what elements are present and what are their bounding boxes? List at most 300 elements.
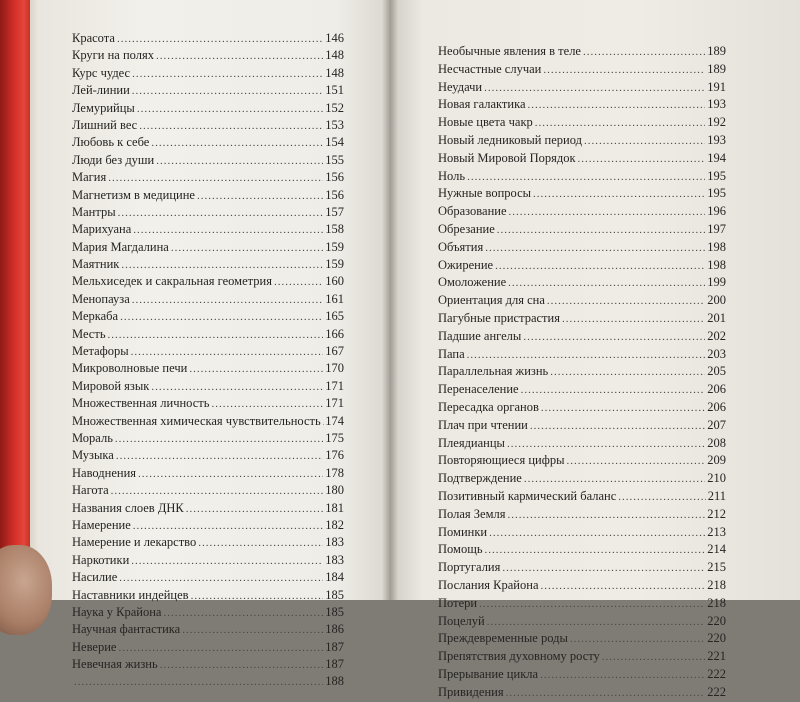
toc-entry	[72, 100, 344, 117]
toc-entry-title: Намерение и лекарство	[72, 535, 197, 550]
toc-entry-title: Марихуана	[72, 222, 132, 237]
toc-leader-dots	[535, 115, 705, 133]
toc-entry-title: Наука у Крайона	[72, 604, 162, 619]
toc-entry-title: Позитивный кармический баланс	[438, 488, 617, 503]
toc-entry-page-number: 218	[707, 577, 726, 592]
toc-entry-page-number: 157	[325, 204, 344, 219]
toc-entry-page-number: 187	[325, 657, 344, 672]
toc-entry-page-number: 205	[707, 364, 726, 379]
toc-entry-title: Круги на полях	[72, 48, 154, 63]
toc-entry-title: Новый ледниковый период	[438, 132, 582, 147]
toc-entry-page-number: 201	[707, 310, 726, 325]
toc-leader-dots	[133, 222, 323, 239]
toc-entry-page-number: 193	[707, 132, 726, 147]
toc-entry	[438, 346, 726, 364]
toc-entry-title: Пагубные пристрастия	[438, 310, 560, 325]
toc-entry-title: Микроволновые печи	[72, 361, 188, 376]
toc-entry-page-number: 200	[707, 293, 726, 308]
toc-entry-title: Потери	[438, 595, 478, 610]
toc-entry-title: Препятствия духовному росту	[438, 649, 600, 664]
toc-leader-dots	[570, 631, 705, 649]
toc-entry	[72, 326, 344, 343]
toc-entry-title: Насилие	[72, 570, 118, 585]
toc-entry	[438, 274, 726, 292]
toc-entry	[72, 604, 344, 621]
toc-entry-page-number: 220	[707, 631, 726, 646]
toc-leader-dots	[132, 83, 323, 100]
toc-entry	[438, 577, 726, 595]
toc-leader-dots	[191, 588, 324, 605]
toc-entry-page-number: 158	[325, 222, 344, 237]
toc-leader-dots	[506, 685, 706, 702]
toc-entry	[438, 541, 726, 559]
toc-entry-title: Любовь к себе	[72, 135, 150, 150]
toc-entry	[72, 517, 344, 534]
toc-leader-dots	[160, 657, 324, 674]
toc-entry-title: Месть	[72, 326, 106, 341]
toc-entry-title: Пересадка органов	[438, 399, 539, 414]
toc-entry-title: Перенаселение	[438, 382, 519, 397]
toc-leader-dots	[156, 48, 323, 65]
book-gutter	[382, 0, 398, 600]
toc-entry	[72, 447, 344, 464]
toc-entry	[72, 378, 344, 395]
toc-leader-dots	[507, 507, 705, 525]
toc-leader-dots	[530, 418, 705, 436]
toc-entry-title: Плеядианцы	[438, 435, 505, 450]
toc-entry-page-number: 189	[707, 61, 726, 76]
toc-entry-title: Мировой язык	[72, 378, 150, 393]
toc-entry-page-number: 181	[325, 500, 344, 515]
toc-entry-page-number: 189	[707, 44, 726, 58]
toc-leader-dots	[566, 453, 705, 471]
toc-entry	[72, 552, 344, 569]
toc-entry-page-number: 156	[325, 187, 344, 202]
toc-entry-page-number: 180	[325, 483, 344, 498]
toc-leader-dots	[502, 560, 705, 578]
toc-entry	[72, 47, 344, 64]
toc-entry	[438, 43, 726, 61]
toc-entry-title: Прерывание цикла	[438, 666, 539, 681]
toc-entry-page-number: 206	[707, 382, 726, 397]
toc-entry-title: Преждевременные роды	[438, 631, 568, 646]
toc-entry	[72, 360, 344, 377]
toc-entry-page-number: 155	[325, 152, 344, 167]
toc-entry-page-number: 194	[707, 150, 726, 165]
toc-entry-page-number: 214	[707, 542, 726, 557]
toc-leader-dots	[108, 327, 324, 344]
toc-leader-dots	[133, 518, 323, 535]
toc-entry-title: Менопауза	[72, 291, 130, 306]
toc-entry	[72, 308, 344, 325]
toc-leader-dots	[584, 133, 705, 151]
toc-entry-page-number: 171	[325, 396, 344, 411]
toc-entry-title: Мельхиседек и сакральная геометрия	[72, 274, 272, 289]
toc-entry-title: Лемурийцы	[72, 100, 135, 115]
toc-leader-dots	[495, 258, 705, 276]
toc-leader-dots	[562, 311, 705, 329]
toc-entry-title: Португалия	[438, 560, 501, 575]
toc-entry	[72, 673, 344, 690]
toc-entry-title: Новые цвета чакр	[438, 115, 533, 130]
toc-leader-dots	[489, 525, 705, 543]
toc-entry-page-number: 195	[707, 186, 726, 201]
toc-entry-title: Множественная личность	[72, 396, 210, 411]
toc-entry-title: Папа	[438, 346, 465, 361]
toc-leader-dots	[116, 448, 323, 465]
toc-entry	[72, 482, 344, 499]
toc-leader-dots	[117, 31, 323, 48]
toc-entry-page-number: 185	[325, 604, 344, 619]
toc-entry	[438, 648, 726, 666]
toc-leader-dots	[139, 118, 323, 135]
toc-entry-title: Неверие	[72, 639, 117, 654]
toc-entry-title: Музыка	[72, 448, 114, 463]
toc-entry-title: Послания Крайона	[438, 577, 539, 592]
toc-entry	[438, 595, 726, 613]
toc-entry-title: Магия	[72, 170, 107, 185]
toc-entry-page-number: 188	[325, 674, 344, 689]
toc-leader-dots	[508, 275, 705, 293]
toc-entry	[438, 310, 726, 328]
toc-leader-dots	[119, 570, 323, 587]
toc-entry-page-number: 208	[707, 435, 726, 450]
toc-entry	[72, 343, 344, 360]
toc-entry	[72, 413, 344, 430]
toc-entry-page-number: 185	[325, 587, 344, 602]
toc-leader-dots	[523, 329, 705, 347]
left-toc-list	[72, 30, 344, 691]
toc-entry	[438, 559, 726, 577]
toc-entry	[438, 61, 726, 79]
toc-entry-title: Научная фантастика	[72, 622, 181, 637]
toc-entry	[72, 291, 344, 308]
toc-entry	[72, 82, 344, 99]
toc-entry	[438, 524, 726, 542]
toc-entry	[438, 506, 726, 524]
toc-entry-title: Наставники индейцев	[72, 587, 189, 602]
toc-entry-title: Меркаба	[72, 309, 119, 324]
toc-entry-title: Образование	[438, 204, 507, 219]
toc-entry	[438, 150, 726, 168]
toc-entry-page-number: 175	[325, 430, 344, 445]
toc-leader-dots	[111, 483, 324, 500]
toc-entry	[72, 30, 344, 47]
toc-entry	[438, 470, 726, 488]
toc-leader-dots	[497, 222, 705, 240]
toc-entry-page-number: 166	[325, 326, 344, 341]
toc-entry-page-number: 212	[707, 506, 726, 521]
toc-entry	[438, 488, 726, 506]
toc-leader-dots	[74, 674, 323, 691]
toc-entry	[438, 185, 726, 203]
toc-entry	[72, 134, 344, 151]
toc-entry-page-number: 195	[707, 168, 726, 183]
toc-leader-dots	[274, 274, 323, 291]
toc-entry-page-number: 198	[707, 239, 726, 254]
toc-entry-page-number: 167	[325, 344, 344, 359]
toc-leader-dots	[118, 205, 324, 222]
toc-leader-dots	[132, 66, 323, 83]
toc-leader-dots	[467, 169, 705, 187]
toc-leader-dots	[171, 240, 323, 257]
toc-entry-page-number: 151	[325, 83, 344, 98]
toc-entry	[72, 221, 344, 238]
toc-entry-title: Параллельная жизнь	[438, 364, 549, 379]
toc-entry-title: Лей-линии	[72, 83, 130, 98]
toc-entry	[72, 587, 344, 604]
toc-entry-page-number: 211	[707, 488, 726, 503]
toc-entry-page-number: 146	[325, 31, 344, 45]
toc-entry-title: Намерение	[72, 517, 131, 532]
toc-entry	[438, 452, 726, 470]
toc-entry-page-number: 159	[325, 257, 344, 272]
toc-entry-title: Лишний вес	[72, 117, 138, 132]
toc-entry	[72, 656, 344, 673]
toc-entry	[438, 79, 726, 97]
toc-entry-page-number: 197	[707, 221, 726, 236]
toc-leader-dots	[507, 436, 705, 454]
toc-entry-page-number: 192	[707, 115, 726, 130]
toc-entry-title: Красота	[72, 31, 115, 45]
toc-leader-dots	[583, 44, 705, 62]
toc-entry-title: Обрезание	[438, 221, 495, 236]
toc-entry	[72, 187, 344, 204]
toc-entry-page-number: 152	[325, 100, 344, 115]
toc-entry	[72, 569, 344, 586]
toc-leader-dots	[541, 400, 705, 418]
toc-entry-title: Мораль	[72, 430, 113, 445]
toc-entry-page-number: 154	[325, 135, 344, 150]
toc-entry	[438, 114, 726, 132]
toc-entry-title: Невечная жизнь	[72, 657, 158, 672]
toc-leader-dots	[115, 431, 323, 448]
toc-entry-title: Нагота	[72, 483, 109, 498]
toc-entry	[438, 666, 726, 684]
toc-entry-page-number: 209	[707, 453, 726, 468]
toc-entry-title: Новый Мировой Порядок	[438, 150, 576, 165]
toc-entry-title: Ориентация для сна	[438, 293, 545, 308]
toc-entry	[438, 613, 726, 631]
toc-entry-page-number: 178	[325, 465, 344, 480]
toc-leader-dots	[211, 396, 323, 413]
toc-entry	[72, 500, 344, 517]
thumb	[0, 545, 52, 635]
toc-entry-page-number: 184	[325, 570, 344, 585]
toc-entry	[72, 534, 344, 551]
toc-entry	[72, 204, 344, 221]
toc-leader-dots	[131, 344, 324, 361]
toc-leader-dots	[543, 62, 705, 80]
toc-entry-title: Магнетизм в медицине	[72, 187, 195, 202]
toc-entry-title: Новая галактика	[438, 97, 526, 112]
toc-leader-dots	[484, 80, 705, 98]
toc-leader-dots	[138, 466, 323, 483]
toc-entry-page-number: 196	[707, 204, 726, 219]
toc-leader-dots	[151, 135, 323, 152]
toc-entry-page-number: 218	[707, 595, 726, 610]
toc-leader-dots	[186, 501, 324, 518]
toc-entry-title: Необычные явления в теле	[438, 44, 581, 58]
toc-entry-page-number: 165	[325, 309, 344, 324]
toc-leader-dots	[524, 471, 705, 489]
toc-entry-page-number: 148	[325, 65, 344, 80]
toc-entry-page-number: 161	[325, 291, 344, 306]
toc-entry-title: Наркотики	[72, 552, 130, 567]
toc-entry	[438, 203, 726, 221]
toc-entry-page-number: 187	[325, 639, 344, 654]
toc-entry	[438, 328, 726, 346]
toc-entry-page-number: 193	[707, 97, 726, 112]
toc-leader-dots	[479, 596, 705, 614]
toc-entry-title: Падшие ангелы	[438, 328, 522, 343]
toc-leader-dots	[602, 649, 705, 667]
toc-entry-title: Поминки	[438, 524, 488, 539]
toc-entry	[438, 630, 726, 648]
toc-entry-title: Полая Земля	[438, 506, 506, 521]
toc-leader-dots	[547, 293, 705, 311]
toc-entry	[438, 399, 726, 417]
toc-entry	[72, 117, 344, 134]
toc-entry-title: Наводнения	[72, 465, 137, 480]
toc-entry-page-number: 207	[707, 417, 726, 432]
toc-leader-dots	[118, 640, 323, 657]
toc-entry-title: Повторяющиеся цифры	[438, 453, 565, 468]
toc-entry-page-number: 153	[325, 117, 344, 132]
toc-entry	[438, 221, 726, 239]
toc-entry	[72, 395, 344, 412]
toc-leader-dots	[151, 379, 323, 396]
toc-entry	[438, 168, 726, 186]
toc-entry	[72, 256, 344, 273]
toc-leader-dots	[541, 578, 706, 596]
toc-entry-title: Множественная химическая чувствительность	[72, 413, 321, 428]
toc-leader-dots	[618, 489, 705, 507]
toc-entry-page-number: 213	[707, 524, 726, 539]
toc-entry-page-number: 203	[707, 346, 726, 361]
toc-leader-dots	[485, 240, 705, 258]
toc-leader-dots	[132, 292, 323, 309]
toc-entry-page-number: 183	[325, 552, 344, 567]
toc-leader-dots	[540, 667, 705, 685]
toc-entry-title: Мантры	[72, 204, 116, 219]
toc-entry	[438, 132, 726, 150]
toc-entry-title: Курс чудес	[72, 65, 131, 80]
toc-entry	[438, 417, 726, 435]
toc-entry-page-number: 186	[325, 622, 344, 637]
toc-leader-dots	[485, 542, 706, 560]
toc-entry	[438, 435, 726, 453]
toc-entry-page-number: 156	[325, 170, 344, 185]
toc-entry-page-number: 215	[707, 560, 726, 575]
toc-entry	[72, 621, 344, 638]
toc-entry-page-number: 159	[325, 239, 344, 254]
toc-entry-title: Неудачи	[438, 79, 483, 94]
toc-leader-dots	[578, 151, 706, 169]
toc-entry-title: Объятия	[438, 239, 484, 254]
toc-leader-dots	[198, 535, 323, 552]
toc-entry-page-number: 182	[325, 517, 344, 532]
toc-leader-dots	[156, 153, 323, 170]
toc-entry	[438, 257, 726, 275]
toc-leader-dots	[120, 309, 323, 326]
toc-leader-dots	[108, 170, 323, 187]
toc-entry	[72, 65, 344, 82]
toc-entry-title: Люди без души	[72, 152, 155, 167]
toc-entry	[438, 239, 726, 257]
toc-entry-title: Названия слоев ДНК	[72, 500, 184, 515]
toc-entry-page-number: 174	[325, 413, 344, 428]
toc-entry	[72, 465, 344, 482]
toc-entry	[438, 96, 726, 114]
toc-entry-page-number: 202	[707, 328, 726, 343]
toc-entry	[438, 381, 726, 399]
toc-entry-title: Помощь	[438, 542, 483, 557]
toc-entry-page-number: 170	[325, 361, 344, 376]
toc-leader-dots	[550, 364, 705, 382]
toc-entry-title: Плач при чтении	[438, 417, 528, 432]
toc-entry-page-number: 160	[325, 274, 344, 289]
toc-entry	[438, 292, 726, 310]
toc-leader-dots	[521, 382, 706, 400]
toc-leader-dots	[137, 101, 323, 118]
book-cover-spine	[0, 0, 34, 600]
toc-entry	[72, 430, 344, 447]
toc-entry-title: Привидения	[438, 684, 504, 699]
toc-entry-page-number: 171	[325, 378, 344, 393]
toc-entry-title: Ноль	[438, 168, 466, 183]
toc-entry-title: Несчастные случаи	[438, 61, 542, 76]
toc-entry-page-number: 183	[325, 535, 344, 550]
toc-entry-title: Подтверждение	[438, 471, 522, 486]
toc-leader-dots	[163, 605, 323, 622]
toc-leader-dots	[197, 188, 323, 205]
toc-entry	[438, 684, 726, 702]
toc-entry-page-number: 222	[707, 684, 726, 699]
toc-entry	[72, 239, 344, 256]
toc-entry-title: Маятник	[72, 257, 120, 272]
toc-entry-page-number: 191	[707, 79, 726, 94]
toc-entry-title: Поцелуй	[438, 613, 485, 628]
toc-leader-dots	[487, 614, 706, 632]
toc-entry-page-number: 206	[707, 399, 726, 414]
toc-leader-dots	[121, 257, 323, 274]
toc-entry-page-number: 148	[325, 48, 344, 63]
toc-entry-title: Мария Магдалина	[72, 239, 169, 254]
toc-entry-title: Ожирение	[438, 257, 494, 272]
toc-leader-dots	[528, 97, 706, 115]
toc-entry-page-number: 221	[707, 649, 726, 664]
toc-entry-page-number: 210	[707, 471, 726, 486]
toc-leader-dots	[509, 204, 706, 222]
toc-entry	[438, 363, 726, 381]
toc-leader-dots	[533, 186, 705, 204]
toc-leader-dots	[131, 553, 323, 570]
toc-leader-dots	[182, 622, 323, 639]
toc-leader-dots	[189, 361, 323, 378]
toc-entry-title: Омоложение	[438, 275, 507, 290]
right-toc-list	[438, 43, 726, 701]
toc-entry	[72, 169, 344, 186]
toc-entry	[72, 152, 344, 169]
toc-entry-page-number: 199	[707, 275, 726, 290]
toc-entry	[72, 639, 344, 656]
toc-entry	[72, 273, 344, 290]
toc-entry-page-number: 220	[707, 613, 726, 628]
toc-entry-page-number: 176	[325, 448, 344, 463]
toc-leader-dots	[467, 347, 706, 365]
toc-entry-title: Нужные вопросы	[438, 186, 532, 201]
